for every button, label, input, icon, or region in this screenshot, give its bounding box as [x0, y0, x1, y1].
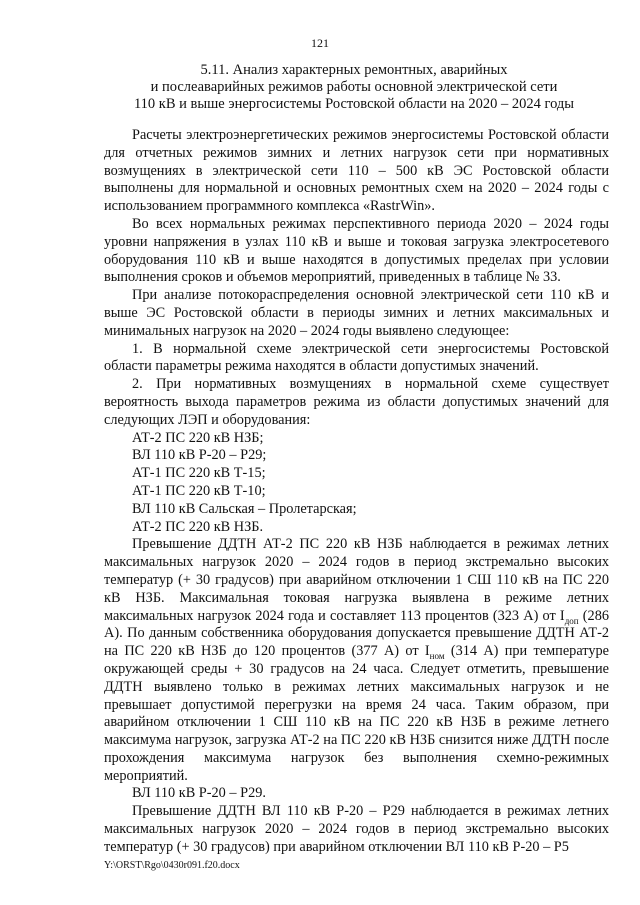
paragraph-line-overload: Превышение ДДТН ВЛ 110 кВ Р-20 – Р29 наблюдается в режимах летних максимальных нагрузок 2020 – 2024 годов в период экстремально высоких температур (+ 30 градусов) при аварийном отключении ВЛ 110 кВ Р-20 – Р5 [104, 803, 609, 855]
list-item: АТ-2 ПС 220 кВ НЗБ. [132, 518, 264, 535]
paragraph-item-1: 1. В нормальной схеме электрической сети энергосистемы Ростовской области параметры режима находятся в области допустимых значений. [104, 340, 609, 375]
file-path-footer: Y:\ORST\Rgo\0430r091.f20.docx [104, 860, 240, 871]
subscript-dop: доп [564, 615, 579, 626]
paragraph-line-title: ВЛ 110 кВ Р-20 – Р29. [132, 785, 266, 802]
text-run: Превышение ДДТН АТ-2 ПС 220 кВ НЗБ наблюдается в режимах летних максимальных нагрузок 2020 – 2024 годов в период экстремально высоких температур (+ 30 градусов) при аварийном отключении 1 СШ 110 кВ на ПС 220 кВ НЗБ. Максимальная токовая нагрузка выявлена в режиме летних максимальных нагрузок 2024 года и составляет 113 процентов (323 А) от I [104, 536, 609, 624]
text-run: (286 А). По данным собственника оборудования допускается превышение ДДТН АТ-2 на ПС 220 кВ НЗБ до 120 процентов (377 А) от I [104, 607, 610, 660]
heading-line-2: и послеаварийных режимов работы основной электрической сети [150, 79, 558, 95]
document-body [104, 127, 609, 857]
paragraph-item-2: 2. При нормативных возмущениях в нормальной схеме существует вероятность выхода параметров режима из области допустимых значений для следующих ЛЭП и оборудования: [104, 376, 609, 428]
section-heading [104, 62, 604, 113]
list-item: ВЛ 110 кВ Р-20 – Р29; [132, 447, 267, 464]
list-item: ВЛ 110 кВ Сальская – Пролетарская; [132, 500, 357, 517]
page-number: 121 [311, 36, 329, 50]
paragraph-flow-analysis: При анализе потокораспределения основной электрической сети 110 кВ и выше ЭС Ростовской области в периоды зимних и летних максимальных и минимальных нагрузок на 2020 – 2024 годы выявлено следующее: [104, 287, 609, 339]
paragraph-calculations: Расчеты электроэнергетических режимов энергосистемы Ростовской области для отчетных режимов зимних и летних нагрузок сети при нормативных возмущениях в электрической сети 110 – 500 кВ ЭС Ростовской области выполнены для нормальной и основных ремонтных схем на 2020 – 2024 годы с использованием программного комплекса «RastrWin». [104, 127, 609, 215]
subscript-nom: ном [429, 650, 445, 661]
heading-line-3: 110 кВ и выше энергосистемы Ростовской области на 2020 – 2024 годы [133, 96, 575, 112]
list-item: АТ-1 ПС 220 кВ Т-15; [132, 465, 266, 482]
list-item: АТ-2 ПС 220 кВ НЗБ; [132, 429, 264, 446]
paragraph-normal-modes: Во всех нормальных режимах перспективного периода 2020 – 2024 годы уровни напряжения в узлах 110 кВ и выше и токовая загрузка электросетевого оборудования 110 кВ и выше находятся в допустимых пределах при условии выполнения сроков и объемов мероприятий, приведенных в таблице № 33. [104, 215, 609, 286]
paragraph-at2-overload [104, 536, 609, 785]
list-item: АТ-1 ПС 220 кВ Т-10; [132, 482, 266, 499]
text-run: (314 А) при температуре окружающей среды + 30 градусов на 24 часа. Следует отметить, превышение ДДТН выявлено только в режимах летних максимальных нагрузок и не превышает допустимой перегрузки на время 24 часа. Таким образом, при аварийном отключении 1 СШ 110 кВ на ПС 220 кВ НЗБ в режиме летнего максимума нагрузок, загрузка АТ-2 на ПС 220 кВ НЗБ снизится ниже ДДТН после прохождения максимума нагрузок без выполнения схемно-режимных мероприятий. [104, 643, 609, 784]
heading-line-1: 5.11. Анализ характерных ремонтных, аварийных [200, 62, 508, 78]
